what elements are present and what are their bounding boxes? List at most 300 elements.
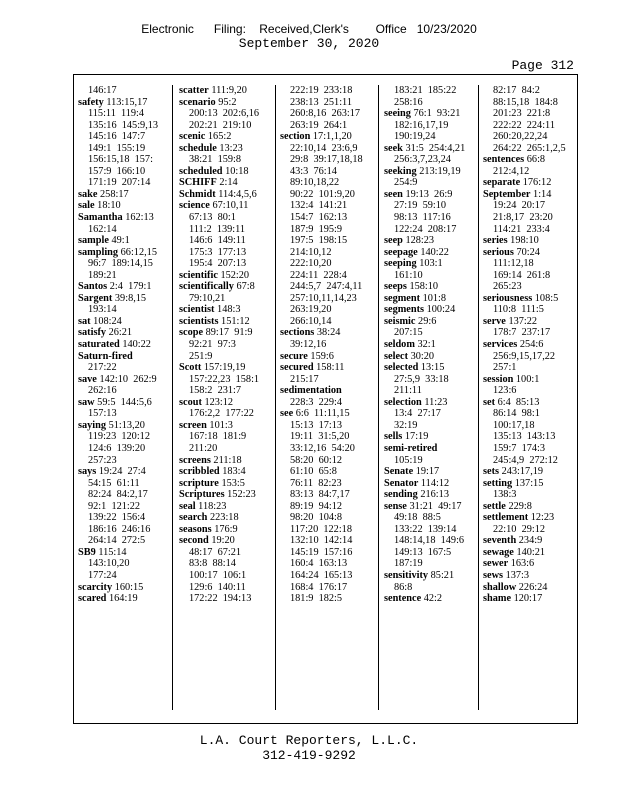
index-headword: seismic: [384, 315, 416, 327]
index-line: [78, 593, 170, 605]
page-line-refs: 111:2 139:11: [189, 223, 246, 235]
index-headword: sake: [78, 188, 98, 200]
index-line: [384, 212, 476, 224]
index-line: [384, 512, 476, 524]
page-line-refs: 13:4 27:17: [394, 408, 441, 420]
index-line: [384, 85, 476, 97]
page-line-refs: 163:6: [510, 558, 535, 570]
index-headword: selection: [384, 396, 422, 408]
index-headword: seeing: [384, 108, 411, 120]
index-line: [78, 408, 170, 420]
index-line: [78, 120, 170, 132]
page-line-refs: 89:10,18,22: [290, 177, 340, 189]
index-line: [280, 339, 375, 351]
page-line-refs: 67:10,11: [212, 200, 249, 212]
page-line-refs: 160:4 163:13: [290, 558, 348, 570]
index-line: [483, 397, 575, 409]
page-line-refs: 31:5 254:4,21: [405, 142, 466, 154]
index-line: [179, 200, 271, 212]
page-line-refs: 49:1: [111, 235, 130, 247]
index-headword: seasons: [179, 523, 212, 535]
index-line: [179, 408, 271, 420]
page-line-refs: 22:10,14 23:6,9: [290, 142, 358, 154]
page-line-refs: 169:14 261:8: [493, 269, 551, 281]
index-headword: screen: [179, 419, 207, 431]
index-line: [78, 535, 170, 547]
index-headword: SCHIFF: [179, 177, 217, 189]
page-line-refs: 176:12: [522, 177, 552, 189]
page-line-refs: 38:24: [316, 327, 341, 339]
index-line: [179, 593, 271, 605]
index-line: [384, 143, 476, 155]
index-line: [483, 270, 575, 282]
page-line-refs: 175:3 177:13: [189, 246, 247, 258]
page-line-refs: 183:4: [222, 466, 246, 478]
page-line-refs: 13:15: [420, 362, 445, 374]
index-headword: sewer: [483, 558, 509, 570]
page-line-refs: 48:17 67:21: [189, 546, 242, 558]
index-column-2: [179, 85, 271, 711]
page-line-refs: 257:23: [88, 454, 117, 466]
page-line-refs: 82:24 84:2,17: [88, 489, 148, 501]
index-line: [483, 466, 575, 478]
page-line-refs: 158:10: [409, 281, 439, 293]
index-headword: Saturn-fired: [78, 350, 133, 362]
page-line-refs: 171:19 207:14: [88, 177, 151, 189]
index-line: [78, 247, 170, 259]
index-line: [78, 374, 170, 386]
index-line: [280, 293, 375, 305]
index-line: [483, 351, 575, 363]
page-line-refs: 21:8,17 23:20: [493, 212, 553, 224]
page-line-refs: 67:8: [236, 281, 255, 293]
index-line: [78, 166, 170, 178]
index-headword: seventh: [483, 535, 517, 547]
index-line: [280, 466, 375, 478]
index-line: [483, 443, 575, 455]
page-line-refs: 86:14 98:1: [493, 408, 540, 420]
page-line-refs: 17:1,1,20: [312, 131, 352, 143]
page-line-refs: 11:23: [424, 396, 448, 408]
index-line: [384, 570, 476, 582]
index-line: [78, 478, 170, 490]
page-line-refs: 19:24 27:4: [98, 466, 146, 478]
index-line: [179, 374, 271, 386]
page-line-refs: 92:1 121:22: [88, 500, 141, 512]
index-line: [280, 512, 375, 524]
page-line-refs: 118:23: [198, 500, 227, 512]
index-headword: scientist: [179, 304, 215, 316]
page-line-refs: 100:1: [515, 373, 540, 385]
page-line-refs: 85:21: [430, 569, 455, 581]
index-line: [179, 397, 271, 409]
index-line: [78, 224, 170, 236]
index-headword: settle: [483, 500, 506, 512]
index-line: [78, 558, 170, 570]
index-line: [280, 316, 375, 328]
page-line-refs: 132:4 141:21: [290, 200, 348, 212]
index-line: [78, 200, 170, 212]
index-line: [179, 547, 271, 559]
page-line-refs: 153:5: [221, 477, 245, 489]
page-line-refs: 124:6 139:20: [88, 442, 146, 454]
page-line-refs: 165:2: [207, 131, 232, 143]
index-line: [280, 431, 375, 443]
page-line-refs: 190:19,24: [394, 131, 436, 143]
index-headword: shallow: [483, 581, 517, 593]
index-line: [384, 97, 476, 109]
page-line-refs: 120:17: [513, 593, 543, 605]
index-headword: separate: [483, 177, 521, 189]
index-line: [280, 108, 375, 120]
index-line: [179, 489, 271, 501]
index-line: [384, 443, 476, 455]
index-headword: safety: [78, 96, 104, 108]
page-line-refs: 42:2: [423, 593, 443, 605]
index-line: [179, 362, 271, 374]
index-line: [78, 351, 170, 363]
index-line: [280, 200, 375, 212]
index-headword: session: [483, 373, 514, 385]
index-headword: save: [78, 373, 97, 385]
page-line-refs: 211:11: [394, 385, 422, 397]
index-line: [280, 420, 375, 432]
page-line-refs: 197:5 198:15: [290, 235, 348, 247]
index-line: [179, 570, 271, 582]
index-line: [483, 304, 575, 316]
index-line: [179, 120, 271, 132]
index-line: [280, 385, 375, 397]
page-line-refs: 145:16 147:7: [88, 131, 146, 143]
index-headword: seek: [384, 142, 403, 154]
page-line-refs: 260:8,16 263:17: [290, 108, 361, 120]
index-headword: seriousness: [483, 292, 533, 304]
page-line-refs: 256:9,15,17,22: [493, 350, 556, 362]
index-headword: seep: [384, 235, 403, 247]
index-line: [280, 593, 375, 605]
index-headword: section: [280, 131, 311, 143]
page-line-refs: 151:12: [221, 315, 250, 327]
page-line-refs: 132:10 142:14: [290, 535, 353, 547]
index-line: [280, 501, 375, 513]
page-line-refs: 79:10,21: [189, 292, 226, 304]
index-headword: sewage: [483, 546, 514, 558]
index-headword: seal: [179, 500, 196, 512]
index-headword: scientific: [179, 269, 218, 281]
index-line: [179, 224, 271, 236]
index-column-1: [78, 85, 170, 711]
page-line-refs: 119:23 120:12: [88, 431, 150, 443]
index-line: [384, 582, 476, 594]
index-headword: shame: [483, 593, 512, 605]
page-line-refs: 89:17 91:9: [205, 327, 253, 339]
index-line: [78, 397, 170, 409]
index-headword: scripture: [179, 477, 219, 489]
page-line-refs: 177:24: [88, 569, 117, 581]
page-line-refs: 138:3: [493, 489, 517, 501]
index-line: [78, 524, 170, 536]
index-line: [483, 85, 575, 97]
page-line-refs: 215:17: [290, 373, 319, 385]
page-line-refs: 27:19 59:10: [394, 200, 447, 212]
index-line: [483, 281, 575, 293]
page-line-refs: 148:14,18 149:6: [394, 535, 465, 547]
page-line-refs: 213:19,19: [419, 165, 461, 177]
page-line-refs: 101:8: [422, 292, 447, 304]
index-line: [384, 108, 476, 120]
page-line-refs: 123:6: [493, 385, 517, 397]
page-line-refs: 66:8: [526, 154, 546, 166]
index-line: [78, 85, 170, 97]
page-line-refs: 29:6: [418, 315, 437, 327]
page-line-refs: 183:21 185:22: [394, 85, 457, 96]
index-headword: series: [483, 235, 508, 247]
page-line-refs: 245:4,9 272:12: [493, 454, 558, 466]
page-line-refs: 27:5,9 33:18: [394, 373, 449, 385]
page-line-refs: 135:13 143:13: [493, 431, 556, 443]
index-headword: select: [384, 350, 409, 362]
index-line: [78, 455, 170, 467]
index-line: [483, 547, 575, 559]
index-column-3: [280, 85, 375, 711]
index-headword: sampling: [78, 246, 119, 258]
page-line-refs: 162:13: [125, 212, 154, 224]
page-line-refs: 157:19,19: [203, 362, 246, 374]
index-headword: seeps: [384, 281, 407, 293]
index-headword: sale: [78, 200, 95, 212]
index-headword: satisfy: [78, 327, 107, 339]
index-line: [280, 408, 375, 420]
index-line: [384, 374, 476, 386]
index-line: [280, 570, 375, 582]
page-line-refs: 59:5 144:5,6: [97, 396, 152, 408]
page-line-refs: 139:22 156:4: [88, 512, 146, 524]
index-line: [280, 455, 375, 467]
index-headword: sedimentation: [280, 385, 342, 397]
index-line: [384, 293, 476, 305]
index-line: [280, 362, 375, 374]
index-headword: see: [280, 408, 294, 420]
index-line: [483, 339, 575, 351]
index-headword: scientifically: [179, 281, 234, 293]
page-line-refs: 254:9: [394, 177, 418, 189]
page-line-refs: 207:15: [394, 327, 423, 339]
page-line-refs: 222:10,20: [290, 258, 332, 270]
index-headword: saw: [78, 396, 95, 408]
page-line-refs: 67:13 80:1: [189, 212, 236, 224]
page-line-refs: 114:12: [420, 477, 450, 489]
index-headword: serve: [483, 315, 506, 327]
index-line: [78, 339, 170, 351]
index-line: [78, 270, 170, 282]
index-line: [78, 154, 170, 166]
index-headword: seldom: [384, 339, 415, 351]
index-headword: second: [179, 535, 209, 547]
page-line-refs: 172:22 194:13: [189, 593, 252, 605]
page-line-refs: 19:11 31:5,20: [290, 431, 350, 443]
index-headword: sells: [384, 431, 403, 443]
page-line-refs: 140:22: [122, 339, 151, 351]
index-line: [384, 327, 476, 339]
page-line-refs: 146:6 149:11: [189, 235, 246, 247]
index-line: [384, 177, 476, 189]
page-line-refs: 129:6 140:11: [189, 581, 246, 593]
page-line-refs: 86:8: [394, 581, 413, 593]
page-line-refs: 186:16 246:16: [88, 523, 151, 535]
page-line-refs: 26:21: [108, 327, 133, 339]
index-line: [280, 524, 375, 536]
index-line: [280, 535, 375, 547]
index-headword: semi-retired: [384, 442, 438, 454]
page-line-refs: 103:1: [419, 258, 443, 270]
index-line: [179, 351, 271, 363]
index-line: [280, 177, 375, 189]
page-line-refs: 33:12,16 54:20: [290, 442, 355, 454]
index-line: [483, 189, 575, 201]
page-line-refs: 212:4,12: [493, 165, 530, 177]
index-line: [78, 431, 170, 443]
page-line-refs: 115:11 119:4: [88, 108, 145, 120]
index-line: [78, 443, 170, 455]
page-line-refs: 96:7 189:14,15: [88, 258, 153, 270]
page-line-refs: 201:23 221:8: [493, 108, 551, 120]
page-line-refs: 51:13,20: [108, 419, 145, 431]
page-line-refs: 214:10,12: [290, 246, 332, 258]
index-line: [483, 535, 575, 547]
index-headword: SB9: [78, 546, 96, 558]
index-headword: sensitivity: [384, 569, 429, 581]
index-line: [384, 489, 476, 501]
index-line: [179, 258, 271, 270]
index-line: [483, 455, 575, 467]
index-line: [179, 270, 271, 282]
index-line: [384, 200, 476, 212]
page-line-refs: 19:13 26:9: [405, 188, 453, 200]
index-line: [179, 97, 271, 109]
index-line: [483, 570, 575, 582]
page-line-refs: 39:8,15: [114, 292, 147, 304]
index-headword: sample: [78, 235, 109, 247]
index-line: [280, 97, 375, 109]
index-line: [384, 339, 476, 351]
index-line: [384, 131, 476, 143]
index-headword: seeking: [384, 165, 417, 177]
index-line: [384, 304, 476, 316]
index-headword: Sargent: [78, 292, 113, 304]
index-line: [280, 443, 375, 455]
page-line-refs: 157:13: [88, 408, 117, 420]
index-line: [483, 478, 575, 490]
index-line: [179, 478, 271, 490]
index-line: [384, 154, 476, 166]
page-line-refs: 251:9: [189, 350, 213, 362]
page-line-refs: 83:13 84:7,17: [290, 489, 350, 501]
index-headword: saturated: [78, 339, 120, 351]
page-line-refs: 83:8 88:14: [189, 558, 236, 570]
page-line-refs: 122:24 208:17: [394, 223, 457, 235]
page-line-refs: 263:19,20: [290, 304, 332, 316]
index-headword: scribbled: [179, 466, 220, 478]
page-line-refs: 263:19 264:1: [290, 119, 348, 131]
page-line-refs: 140:21: [516, 546, 546, 558]
page-line-refs: 223:18: [210, 512, 239, 524]
page-line-refs: 257:10,11,14,23: [290, 292, 357, 304]
page-line-refs: 193:14: [88, 304, 117, 316]
page-line-refs: 176:2,2 177:22: [189, 408, 254, 420]
page-number: Page 312: [511, 58, 574, 73]
index-line: [483, 108, 575, 120]
page-line-refs: 137:3: [505, 569, 530, 581]
index-line: [280, 478, 375, 490]
index-headword: set: [483, 396, 496, 408]
page-line-refs: 162:14: [88, 223, 117, 235]
index-line: [78, 189, 170, 201]
page-line-refs: 224:11 228:4: [290, 269, 347, 281]
index-line: [483, 374, 575, 386]
index-line: [280, 247, 375, 259]
page-line-refs: 264:14 272:5: [88, 535, 146, 547]
page-line-refs: 238:13 251:11: [290, 96, 352, 108]
index-headword: Santos: [78, 281, 108, 293]
index-line: [179, 327, 271, 339]
index-line: [280, 131, 375, 143]
index-line: [78, 97, 170, 109]
page-line-refs: 157:9 166:10: [88, 165, 146, 177]
index-line: [280, 558, 375, 570]
page-line-refs: 222:19 233:18: [290, 85, 353, 96]
page-line-refs: 2:4 179:1: [109, 281, 152, 293]
index-line: [280, 281, 375, 293]
page-line-refs: 164:24 165:13: [290, 569, 353, 581]
index-headword: sentences: [483, 154, 525, 166]
index-line: [179, 143, 271, 155]
page-line-refs: 15:13 17:13: [290, 419, 343, 431]
page-line-refs: 123:12: [204, 396, 234, 408]
index-line: [384, 455, 476, 467]
index-line: [483, 489, 575, 501]
page-line-refs: 265:23: [493, 281, 522, 293]
index-headword: setting: [483, 477, 513, 489]
page-line-refs: 58:20 60:12: [290, 454, 343, 466]
index-headword: seepage: [384, 246, 418, 258]
index-line: [483, 293, 575, 305]
index-headword: Scriptures: [179, 489, 225, 501]
index-line: [280, 582, 375, 594]
page-line-refs: 187:9 195:9: [290, 223, 343, 235]
index-line: [179, 131, 271, 143]
page-line-refs: 152:20: [220, 269, 250, 281]
index-line: [78, 501, 170, 513]
index-line: [280, 397, 375, 409]
index-headword: Senator: [384, 477, 419, 489]
page-line-refs: 108:24: [93, 315, 122, 327]
index-line: [78, 212, 170, 224]
index-headword: saying: [78, 419, 107, 431]
page-line-refs: 31:21 49:17: [409, 500, 462, 512]
index-line: [280, 489, 375, 501]
page-line-refs: 156:15,18 157:: [88, 154, 153, 166]
page-line-refs: 149:1 155:19: [88, 142, 146, 154]
page-line-refs: 189:21: [88, 269, 117, 281]
index-line: [280, 120, 375, 132]
index-line: [483, 177, 575, 189]
page-line-refs: 200:13 202:6,16: [189, 108, 260, 120]
index-line: [179, 582, 271, 594]
index-line: [384, 385, 476, 397]
index-line: [483, 582, 575, 594]
index-headword: Schmidt: [179, 188, 216, 200]
index-headword: scared: [78, 593, 107, 605]
